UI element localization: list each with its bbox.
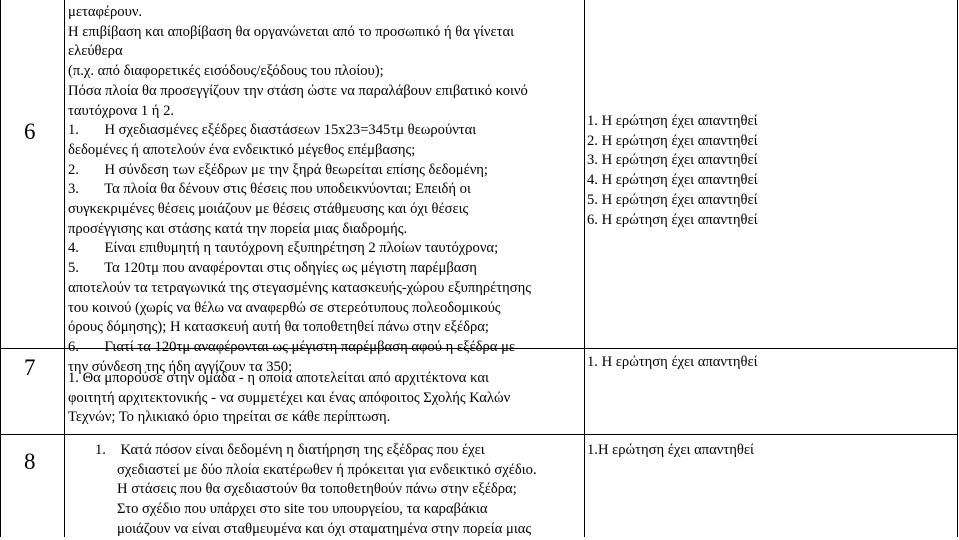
question-text <box>95 441 537 540</box>
text-line: Η επιβίβαση και αποβίβαση θα οργανώνεται από το προσωπικό ή θα γίνεται <box>68 23 515 40</box>
answer-item: 1. Η ερώτηση έχει απαντηθεί <box>587 113 758 129</box>
text-line: Τεχνών; Το ηλικιακό όριο τηρείται σε κάθε περίπτωση. <box>68 409 391 426</box>
text-line: φοιτητή αρχιτεκτονικής - να συμμετέχει και ένας απόφοιτος Σχολής Καλών <box>68 389 511 406</box>
text-line: 1. Θα μπορούσε στην ομάδα - η οποία αποτελείται από αρχιτέκτονα και <box>68 370 489 386</box>
text-line: μεταφέρουν. <box>68 4 143 20</box>
vline-right <box>957 0 958 537</box>
text-line: Πόσα πλοία θα προσεγγίζουν την στάση ώστε να παραλάβουν επιβατικό κοινό <box>68 82 528 99</box>
text-line: δεδομένες ή αποτελούν ένα ενδεικτικό μέγεθος επέμβασης; <box>68 141 416 158</box>
answer-list <box>587 441 754 461</box>
text-line: προσέγγισης και στάσης κατά την πορεία μιας διαδρομής. <box>68 220 408 237</box>
text-line: 4. Είναι επιθυμητή η ταυτόχρονη εξυπηρέτηση 2 πλοίων ταυτόχρονα; <box>68 240 499 257</box>
row-number: 8 <box>24 449 36 474</box>
text-line: μοιάζουν να είναι σταθμευμένα και όχι σταματημένα στην πορεία μιας <box>117 520 532 537</box>
question-text <box>68 3 531 377</box>
question-text <box>68 369 510 428</box>
vline-left <box>0 0 1 537</box>
text-line: σχεδιαστεί με δύο πλοία εκατέρωθεν ή πρόκειται για ενδεικτικό σχέδιο. <box>117 461 537 478</box>
text-line: ελεύθερα <box>68 43 123 60</box>
hline-row7 <box>0 434 958 435</box>
answer-item: 1. Η ερώτηση έχει απαντηθεί <box>587 354 758 370</box>
answer-item: 6. Η ερώτηση έχει απαντηθεί <box>587 211 758 228</box>
text-line: Στο σχέδιο που υπάρχει στο site του υπουργείου, τα καραβάκια <box>117 501 488 518</box>
text-line: 3. Τα πλοία θα δένουν στις θέσεις που υποδεικνύονται; Επειδή οι <box>68 181 471 198</box>
text-line: του κοινού (χωρίς να θέλω να αναφερθώ σε στερεότυπους πολεοδομικούς <box>68 299 501 316</box>
text-line: (π.χ. από διαφορετικές εισόδους/εξόδους του πλοίου); <box>68 63 384 80</box>
row-number: 6 <box>24 119 36 144</box>
text-line: συγκεκριμένες θέσεις μοιάζουν με θέσεις στάθμευσης και όχι θέσεις <box>68 201 469 218</box>
answer-list <box>587 112 758 230</box>
text-line: την σύνδεση της ήδη αγγίζουν τα 350; <box>68 358 293 375</box>
text-line: Η στάσεις που θα σχεδιαστούν θα τοποθετηθούν πάνω στην εξέδρα; <box>117 481 517 498</box>
text-line: 2. Η σύνδεση των εξέδρων με την ξηρά θεωρείται επίσης δεδομένη; <box>68 161 488 178</box>
vline-col1 <box>64 0 65 537</box>
text-line: 1. Η σχεδιασμένες εξέδρες διαστάσεων 15x23=345τμ θεωρούνται <box>68 122 477 139</box>
text-line: ταυτόχρονα 1 ή 2. <box>68 102 175 119</box>
answer-item: 3. Η ερώτηση έχει απαντηθεί <box>587 152 758 169</box>
answer-item: 4. Η ερώτηση έχει απαντηθεί <box>587 172 758 189</box>
text-line: αποτελούν τα τετραγωνικά της στεγασμένης κατασκευής-χώρου εξυπηρέτησης <box>68 279 532 296</box>
answer-item: 2. Η ερώτηση έχει απαντηθεί <box>587 132 758 149</box>
vline-col2 <box>584 0 585 537</box>
text-line: 5. Τα 120τμ που αναφέρονται στις οδηγίες ως μέγιστη παρέμβαση <box>68 260 477 277</box>
answer-list <box>587 353 758 373</box>
answer-item: 5. Η ερώτηση έχει απαντηθεί <box>587 191 758 208</box>
row-number: 7 <box>24 355 36 380</box>
text-line: 1. Κατά πόσον είναι δεδομένη η διατήρηση της εξέδρας που έχει <box>95 442 485 458</box>
answer-item: 1.Η ερώτηση έχει απαντηθεί <box>587 442 754 458</box>
text-line: όρους δόμησης); Η κατασκευή αυτή θα τοποθετηθεί πάνω στην εξέδρα; <box>68 319 489 336</box>
text-line: 6. Γιατί τα 120τμ αναφέρονται ως μέγιστη παρέμβαση αφού η εξέδρα με <box>68 338 516 355</box>
